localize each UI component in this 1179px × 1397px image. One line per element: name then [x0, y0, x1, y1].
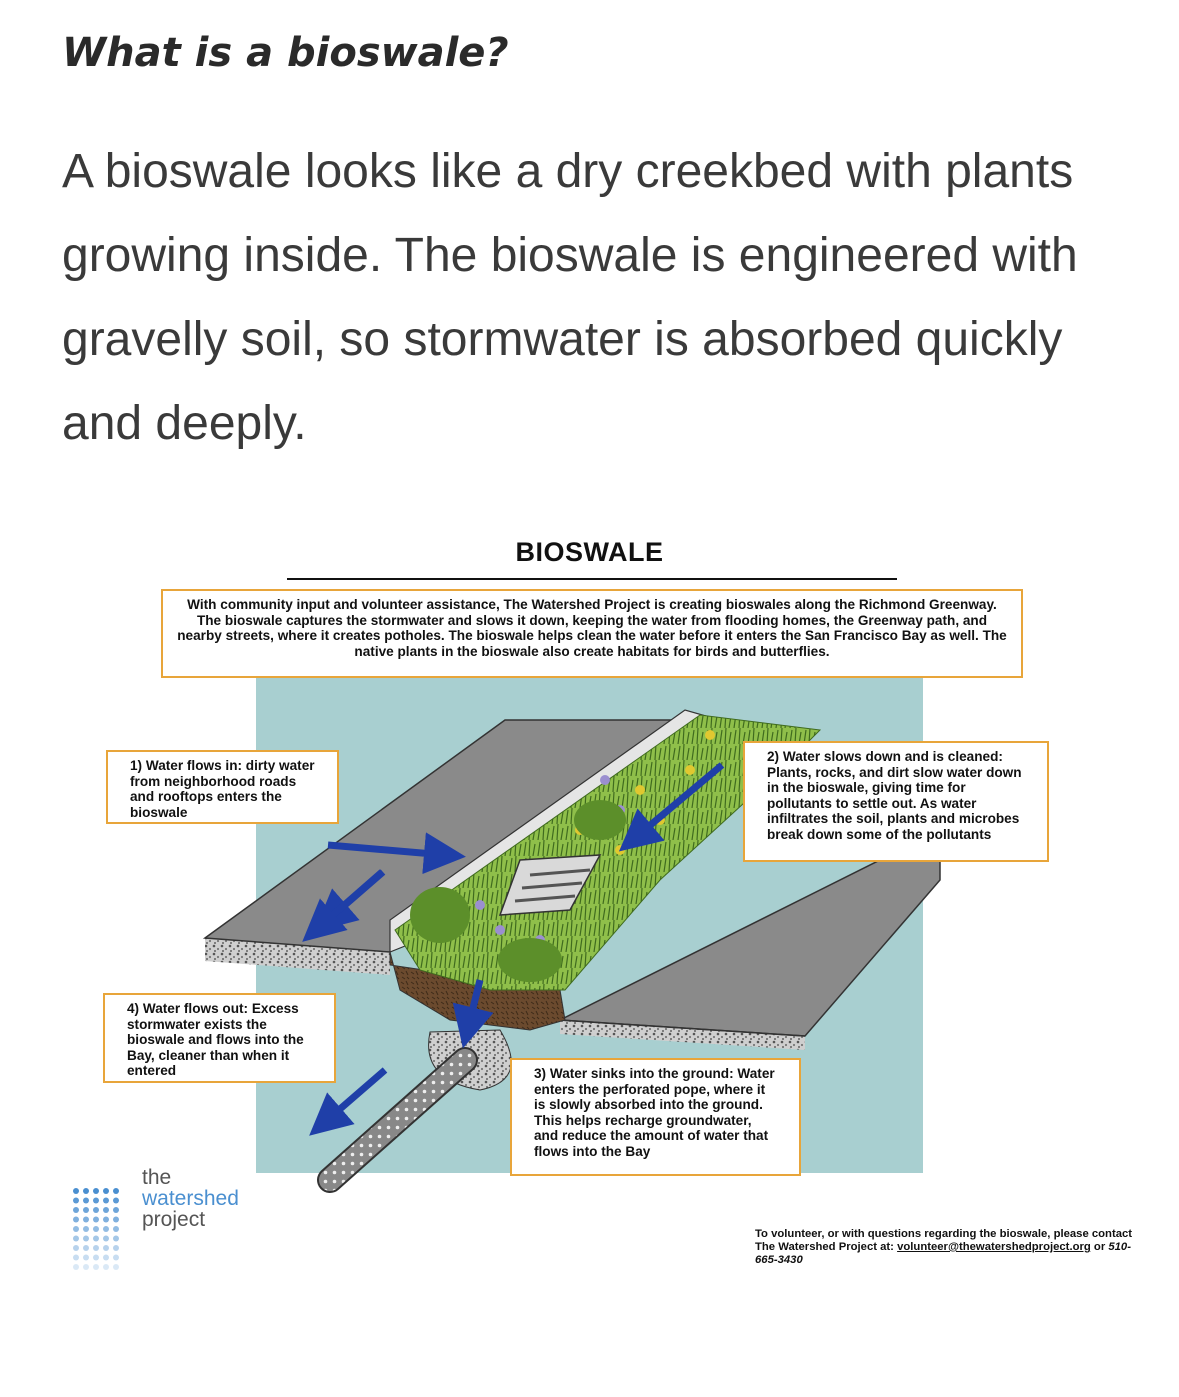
callout-water-slows-down: 2) Water slows down and is cleaned: Plants, rocks, and dirt slow water down in the bioswale, giving time for pollutants to settle out. As water infiltrates the soil, plants and microbes break down some of the pollutants [743, 741, 1049, 862]
logo-the: the [142, 1166, 172, 1189]
contact-phone: 510-665-3430 [755, 1241, 1131, 1266]
intro-callout: With community input and volunteer assistance, The Watershed Project is creating bioswales along the Richmond Greenway. The bioswale captures the stormwater and slows it down, keeping the water from flooding homes, the Greenway path, and nearby streets, where it creates potholes. The bioswale helps clean the water before it enters the San Francisco Bay as well. The native plants in the bioswale also create habitats for birds and butterflies. [161, 589, 1023, 678]
article-paragraph: A bioswale looks like a dry creekbed with plants growing inside. The bioswale is engineered with gravelly soil, so stormwater is absorbed quickly and deeply. [62, 145, 1078, 450]
logo-project: project [142, 1208, 206, 1231]
contact-email[interactable]: volunteer@thewatershedproject.org [897, 1241, 1091, 1253]
dot-grid-icon [72, 1187, 132, 1277]
callout-water-sinks: 3) Water sinks into the ground: Water enters the perforated pope, where it is slowly absorbed into the ground. This helps recharge groundwater, and reduce the amount of water that flows into the Bay [510, 1058, 801, 1176]
diagram-title: BIOSWALE [515, 537, 664, 567]
title-rule [287, 578, 897, 580]
callout-water-flows-in: 1) Water flows in: dirty water from neighborhood roads and rooftops enters the bioswale [106, 750, 339, 824]
contact-text: To volunteer, or with questions regarding the bioswale, please contact The Watershed Project at: [755, 1228, 1133, 1253]
contact-joiner: or [1090, 1241, 1109, 1253]
logo-watershed: watershed [142, 1187, 239, 1210]
callout-water-flows-out: 4) Water flows out: Excess stormwater exists the bioswale and flows into the Bay, cleaner than when it entered [103, 993, 336, 1083]
contact-note [755, 1228, 1135, 1267]
article-heading: What is a bioswale? [62, 30, 509, 76]
watershed-project-logo [72, 1165, 262, 1275]
